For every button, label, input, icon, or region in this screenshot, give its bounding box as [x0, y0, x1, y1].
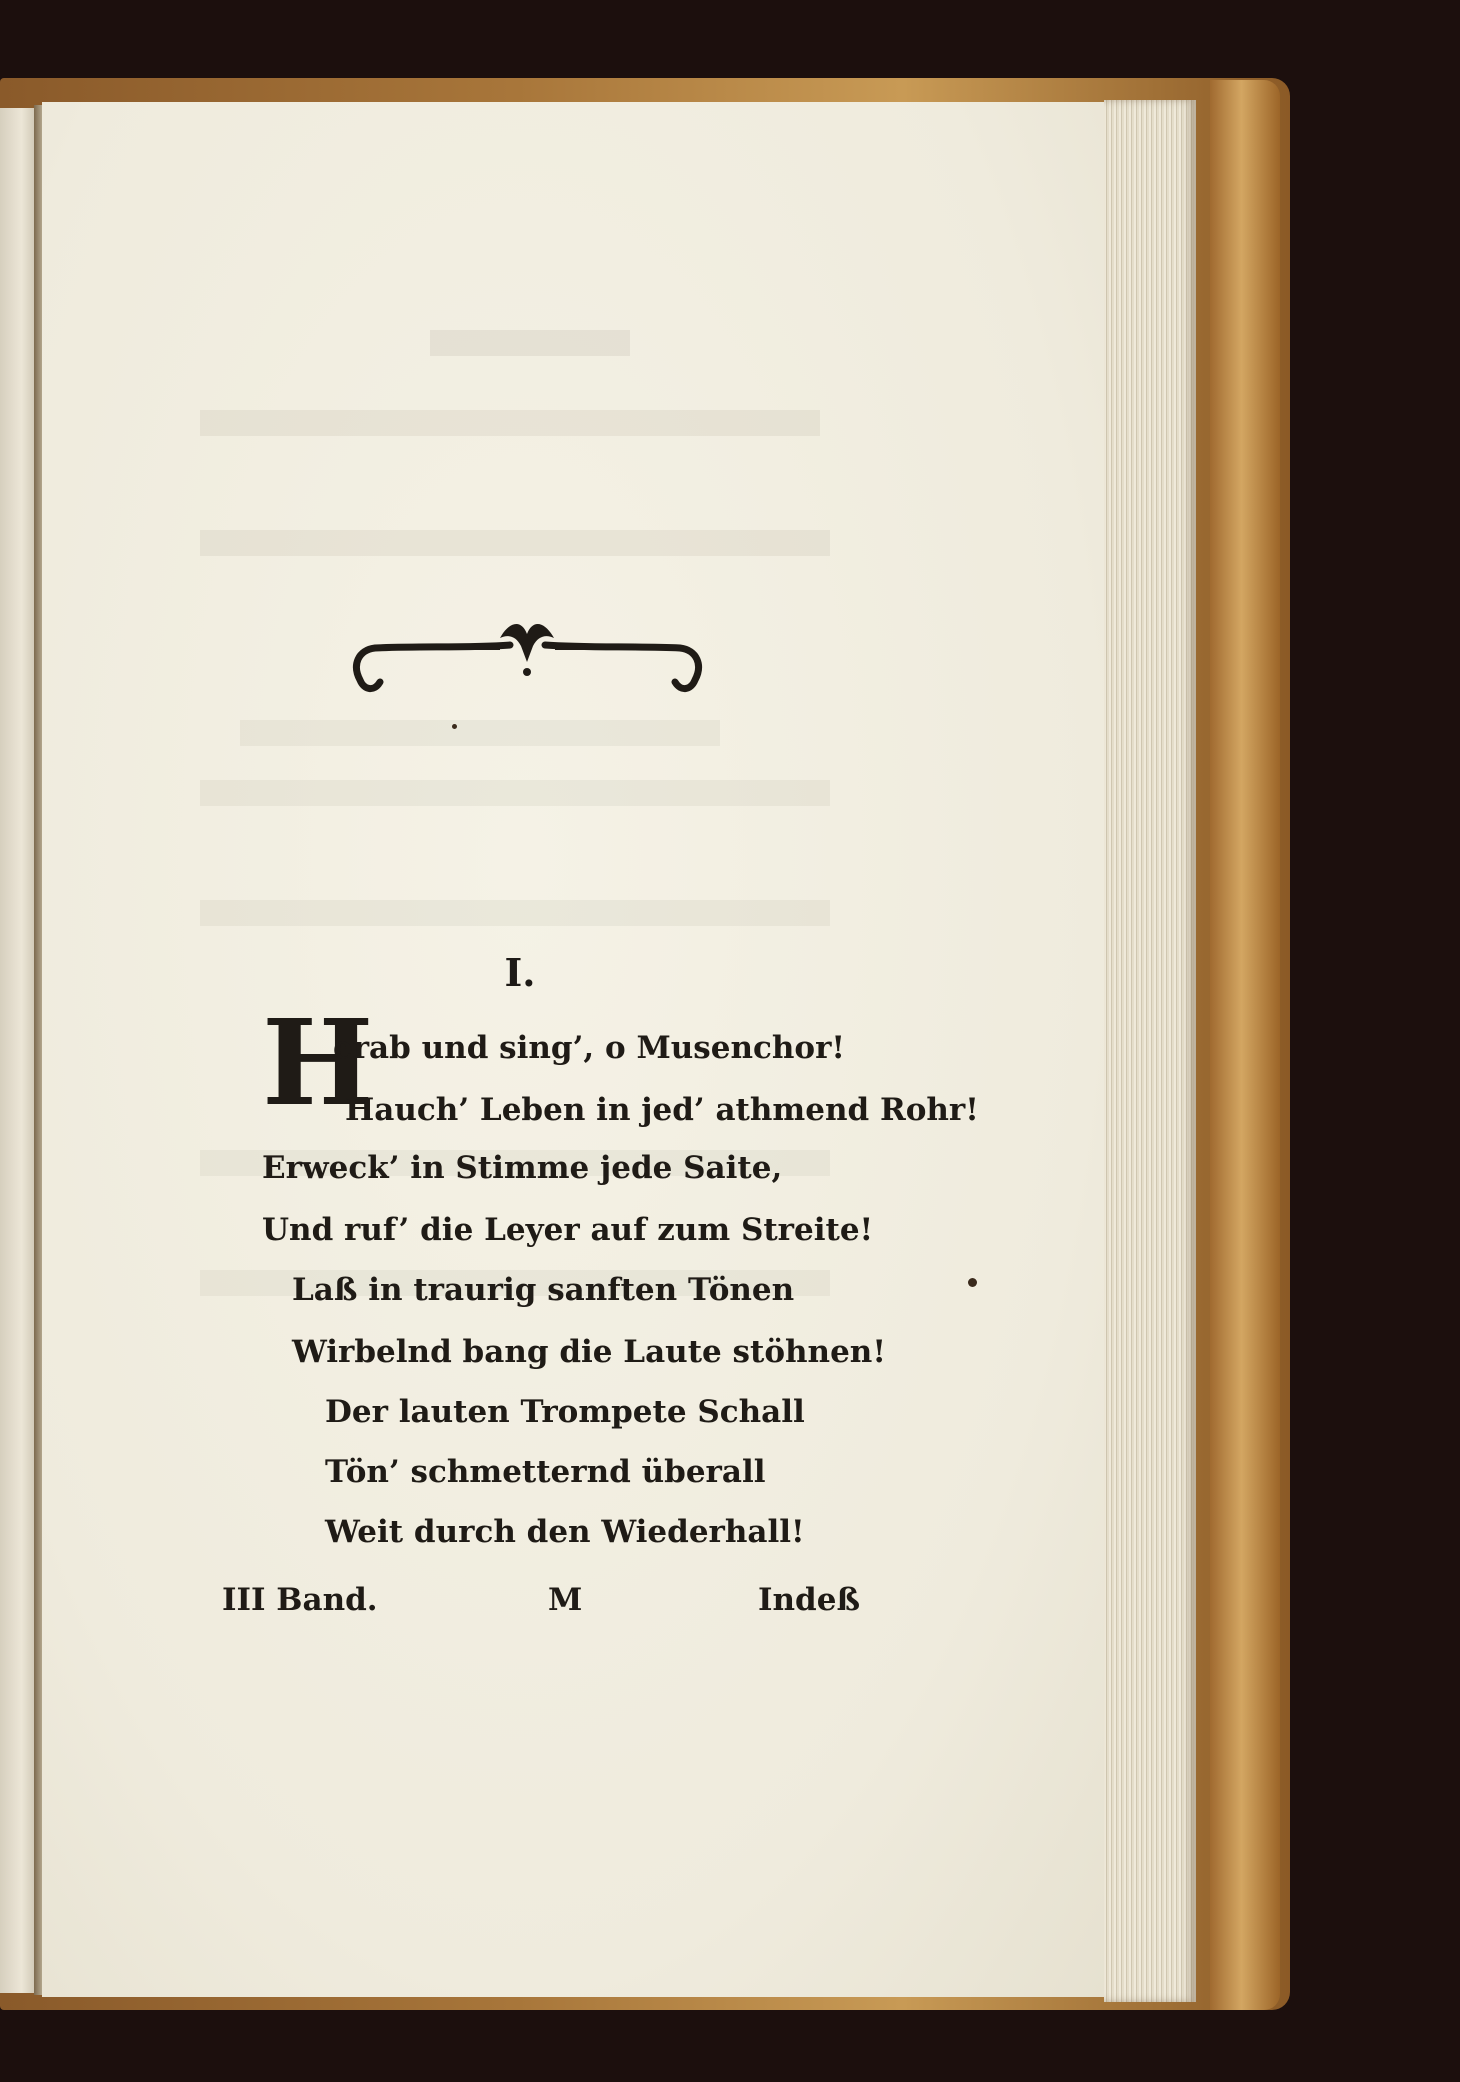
- left-page-edge: [0, 108, 38, 1993]
- ink-speck: [968, 1278, 977, 1287]
- verse-line-7: Der lauten Trompete Schall: [325, 1394, 805, 1430]
- verse-line-4: Und ruf’ die Leyer auf zum Streite!: [262, 1212, 874, 1248]
- headpiece-ornament: [350, 610, 705, 710]
- section-numeral: I.: [504, 950, 536, 995]
- ink-speck: [452, 724, 457, 729]
- verse-line-8: Tön’ schmetternd überall: [325, 1454, 766, 1490]
- sheet-mark: M: [548, 1582, 583, 1618]
- catchword: Indeß: [758, 1582, 860, 1618]
- verse-line-3: Erweck’ in Stimme jede Saite,: [262, 1150, 783, 1186]
- verse-line-5: Laß in traurig sanften Tönen: [292, 1272, 795, 1308]
- verse-line-2: Hauch’ Leben in jed’ athmend Rohr!: [345, 1092, 979, 1128]
- verse-line-1: erab und sing’, o Musenchor!: [333, 1030, 846, 1066]
- signature-mark: III Band.: [222, 1582, 378, 1618]
- verse-line-6: Wirbelnd bang die Laute stöhnen!: [292, 1334, 886, 1370]
- verse-line-9: Weit durch den Wiederhall!: [325, 1514, 805, 1550]
- drop-cap: H: [262, 993, 374, 1132]
